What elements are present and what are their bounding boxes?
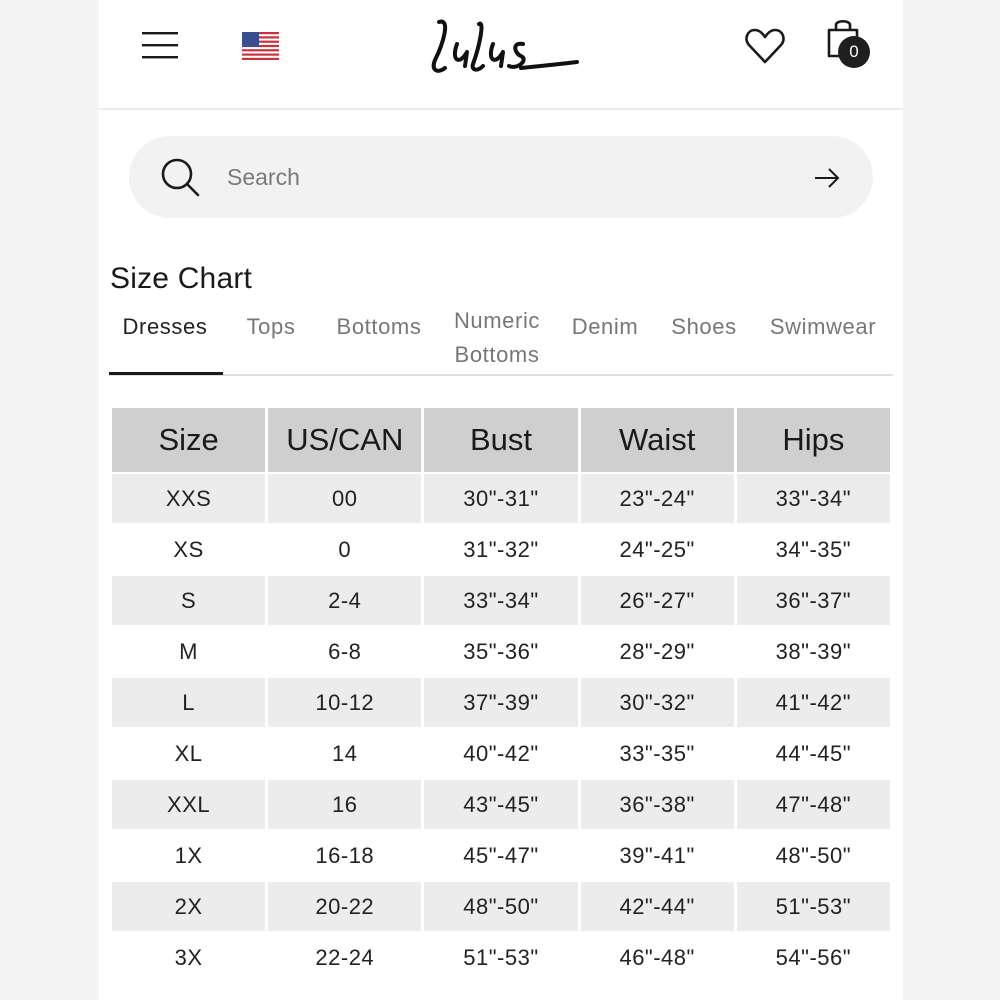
size-chart-table <box>109 406 893 984</box>
active-tab-indicator <box>109 372 223 375</box>
cell-hips: 44"-45" <box>737 729 890 778</box>
table-row <box>112 780 890 829</box>
column-header-us-can: US/CAN <box>268 408 421 472</box>
table-row <box>112 627 890 676</box>
cell-waist: 28"-29" <box>581 627 734 676</box>
table-row <box>112 729 890 778</box>
cell-size: L <box>112 678 265 727</box>
cell-size: XL <box>112 729 265 778</box>
cell-size: 3X <box>112 933 265 982</box>
cell-us-can: 00 <box>268 474 421 523</box>
us-flag-icon[interactable] <box>242 32 279 60</box>
cell-us-can: 6-8 <box>268 627 421 676</box>
cell-us-can: 10-12 <box>268 678 421 727</box>
cell-size: XXS <box>112 474 265 523</box>
column-header-size: Size <box>112 408 265 472</box>
table-row <box>112 933 890 982</box>
cell-us-can: 2-4 <box>268 576 421 625</box>
cell-waist: 30"-32" <box>581 678 734 727</box>
cell-bust: 48"-50" <box>424 882 577 931</box>
cell-size: 1X <box>112 831 265 880</box>
tab-denim[interactable]: Denim <box>571 314 639 339</box>
heart-icon[interactable] <box>744 26 786 66</box>
search-input[interactable] <box>227 158 787 196</box>
cell-us-can: 22-24 <box>268 933 421 982</box>
cell-size: M <box>112 627 265 676</box>
table-row <box>112 831 890 880</box>
cell-hips: 34"-35" <box>737 525 890 574</box>
cell-waist: 24"-25" <box>581 525 734 574</box>
cell-bust: 45"-47" <box>424 831 577 880</box>
arrow-right-icon[interactable] <box>813 164 841 192</box>
cell-waist: 39"-41" <box>581 831 734 880</box>
top-header <box>99 0 903 110</box>
table-row <box>112 474 890 523</box>
cell-bust: 51"-53" <box>424 933 577 982</box>
cell-us-can: 16 <box>268 780 421 829</box>
cell-hips: 33"-34" <box>737 474 890 523</box>
app-screen <box>99 0 903 1000</box>
cell-waist: 46"-48" <box>581 933 734 982</box>
cell-bust: 33"-34" <box>424 576 577 625</box>
tab-bottoms[interactable]: Bottoms <box>336 314 422 339</box>
cell-bust: 37"-39" <box>424 678 577 727</box>
table-header-row <box>112 408 890 472</box>
tab-shoes[interactable]: Shoes <box>671 314 737 339</box>
search-icon <box>159 156 201 198</box>
lulus-logo[interactable] <box>421 14 581 82</box>
cell-us-can: 16-18 <box>268 831 421 880</box>
cell-hips: 48"-50" <box>737 831 890 880</box>
cell-waist: 26"-27" <box>581 576 734 625</box>
column-header-bust: Bust <box>424 408 577 472</box>
cell-hips: 38"-39" <box>737 627 890 676</box>
cell-us-can: 0 <box>268 525 421 574</box>
column-header-hips: Hips <box>737 408 890 472</box>
cell-us-can: 14 <box>268 729 421 778</box>
table-row <box>112 678 890 727</box>
page-title: Size Chart <box>110 262 253 295</box>
search-bar[interactable] <box>129 136 873 218</box>
cell-bust: 30"-31" <box>424 474 577 523</box>
cell-waist: 23"-24" <box>581 474 734 523</box>
table-row <box>112 525 890 574</box>
cell-bust: 40"-42" <box>424 729 577 778</box>
cart-count-badge[interactable]: 0 <box>838 36 870 68</box>
cell-size: XXL <box>112 780 265 829</box>
tab-numeric-bottoms[interactable]: Numeric Bottoms <box>453 308 541 367</box>
cell-hips: 54"-56" <box>737 933 890 982</box>
cell-waist: 36"-38" <box>581 780 734 829</box>
table-row <box>112 882 890 931</box>
cell-hips: 51"-53" <box>737 882 890 931</box>
hamburger-menu-icon[interactable] <box>141 28 179 62</box>
cell-us-can: 20-22 <box>268 882 421 931</box>
tab-tops[interactable]: Tops <box>246 314 296 339</box>
cell-size: 2X <box>112 882 265 931</box>
cell-bust: 43"-45" <box>424 780 577 829</box>
tab-dresses[interactable]: Dresses <box>122 314 208 339</box>
column-header-waist: Waist <box>581 408 734 472</box>
cell-hips: 41"-42" <box>737 678 890 727</box>
tab-swimwear[interactable]: Swimwear <box>769 314 877 339</box>
cell-bust: 35"-36" <box>424 627 577 676</box>
cell-hips: 47"-48" <box>737 780 890 829</box>
cell-waist: 42"-44" <box>581 882 734 931</box>
cell-hips: 36"-37" <box>737 576 890 625</box>
cell-waist: 33"-35" <box>581 729 734 778</box>
size-chart-tabs <box>109 300 893 376</box>
cell-size: S <box>112 576 265 625</box>
table-row <box>112 576 890 625</box>
cell-bust: 31"-32" <box>424 525 577 574</box>
cell-size: XS <box>112 525 265 574</box>
